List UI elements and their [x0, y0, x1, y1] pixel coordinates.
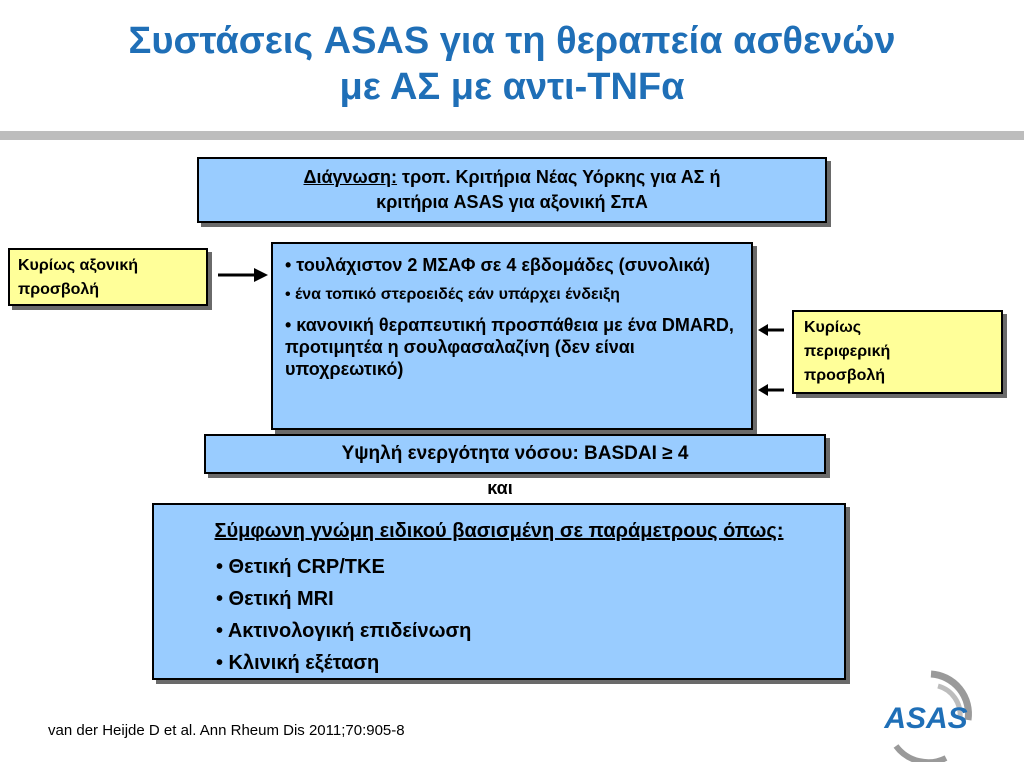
criteria-item-2: • ένα τοπικό στεροειδές εάν υπάρχει ένδειξη	[285, 286, 620, 303]
peripheral-box	[792, 310, 1003, 394]
expert-point: • Θετική MRI	[216, 588, 334, 610]
peripheral-arrow-icon-2	[758, 382, 784, 398]
title-line-2: με ΑΣ με αντι-TNFα	[339, 66, 685, 108]
slide-title	[0, 18, 1024, 110]
diagnosis-text-1: τροπ. Κριτήρια Νέας Υόρκης για ΑΣ ή	[397, 167, 721, 187]
asas-logo-icon	[876, 668, 976, 762]
expert-heading: Σύμφωνη γνώμη ειδικού βασισμένη σε παράμετρους όπως:	[214, 520, 784, 542]
axial-arrow-icon	[218, 265, 268, 285]
title-line-1: Συστάσεις ASAS για τη θεραπεία ασθενών	[128, 20, 896, 62]
peripheral-arrow-icon-1	[758, 322, 784, 338]
diagnosis-text-2: κριτήρια ASAS για αξονική ΣπΑ	[376, 192, 648, 212]
connector-label: και	[487, 478, 513, 498]
expert-point: • Κλινική εξέταση	[216, 652, 380, 674]
criteria-box	[271, 242, 753, 430]
peripheral-line-2: περιφερική	[804, 343, 891, 360]
criteria-item-3: • κανονική θεραπευτική προσπάθεια με ένα DMARD, προτιμητέα η σουλφασαλαζίνη (δεν είναι υποχρεωτικό)	[285, 315, 734, 379]
activity-text: Υψηλή ενεργότητα νόσου: BASDAI ≥ 4	[341, 443, 689, 464]
axial-box	[8, 248, 208, 306]
reference-text: van der Heijde D et al. Ann Rheum Dis 2011;70:905-8	[48, 722, 405, 739]
criteria-item-1: • τουλάχιστον 2 ΜΣΑΦ σε 4 εβδομάδες (συνολικά)	[285, 255, 710, 275]
expert-point: • Ακτινολογική επιδείνωση	[216, 620, 472, 642]
expert-box	[152, 503, 846, 680]
peripheral-line-3: προσβολή	[804, 367, 886, 384]
title-divider	[0, 131, 1024, 140]
axial-line-1: Κυρίως αξονική	[18, 257, 139, 274]
diagnosis-box	[197, 157, 827, 223]
activity-box	[204, 434, 826, 474]
logo-text: ASAS	[884, 702, 968, 735]
diagnosis-label: Διάγνωση:	[303, 167, 398, 187]
peripheral-line-1: Κυρίως	[804, 319, 862, 336]
axial-line-2: προσβολή	[18, 281, 100, 298]
expert-point: • Θετική CRP/TKE	[216, 556, 385, 578]
